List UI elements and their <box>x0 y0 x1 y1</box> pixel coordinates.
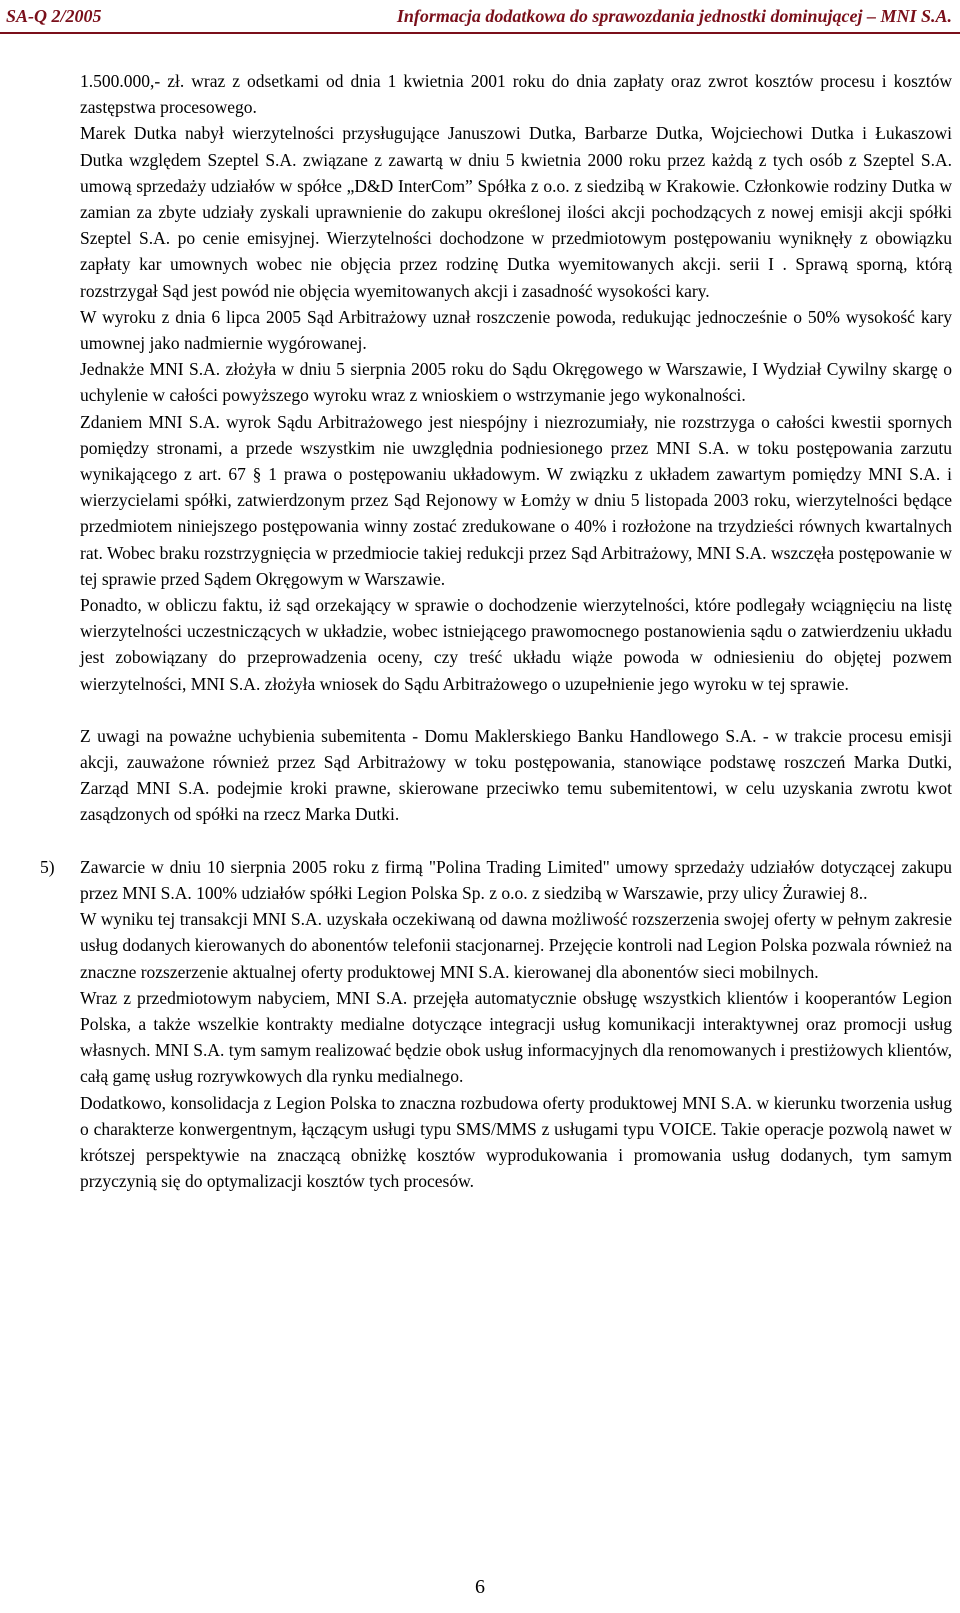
paragraph: 1.500.000,- zł. wraz z odsetkami od dnia 1 kwietnia 2001 roku do dnia zapłaty oraz zwrot kosztów procesu i kosztów zastępstwa procesowego. <box>80 71 952 118</box>
list-number: 5) <box>40 856 55 877</box>
paragraph: W wyroku z dnia 6 lipca 2005 Sąd Arbitrażowy uznał roszczenie powoda, redukując jednocześnie o 50% wysokość kary umownej jako nadmiernie wygórowanej. <box>80 306 952 354</box>
paragraph: Dodatkowo, konsolidacja z Legion Polska to znaczna rozbudowa oferty produktowej MNI S.A. w kierunku tworzenia usług o charakterze konwergentnym, łączącym usługi typu SMS/MMS z usługami typu VOICE. Takie operacje pozwolą nawet w krótszej perspektywie na znaczącą obniżkę kosztów wyprodukowania i promowania usług dodanych, tym samym przyczynią się do optymalizacji kosztów tych procesów. <box>80 1092 952 1192</box>
spacer <box>80 828 952 854</box>
paragraph: Marek Dutka nabył wierzytelności przysługujące Januszowi Dutka, Barbarze Dutka, Wojciechowi Dutka i Łukaszowi Dutka względem Szeptel S.A. związane z zawartą w dniu 5 kwietnia 2000 roku przez każdą z tych osób z Szeptel S.A. umową sprzedaży udziałów w spółce „D&D InterCom” Spółka z o.o. z siedzibą w Krakowie. Członkowie rodziny Dutka w zamian za zbyte udziały zyskali uprawnienie do zakupu określonej ilości akcji pochodzących z nowej emisji akcji spółki Szeptel S.A. po cenie emisyjnej. Wierzytelności dochodzone w przedmiotowym postępowaniu wyniknęły z obowiązku zapłaty kar umownych wobec nie objęcia przez rodzinę Dutka wyemitowanych akcji. serii I . Sprawą sporną, którą rozstrzygał Sąd jest powód nie objęcia wyemitowanych akcji i zasadność wysokości kary. <box>80 123 952 301</box>
report-title: Informacja dodatkowa do sprawozdania jednostki dominującej – MNI S.A. <box>396 6 952 26</box>
paragraph: Z uwagi na poważne uchybienia subemitenta - Domu Maklerskiego Banku Handlowego S.A. - w trakcie procesu emisji akcji, zauważone również przez Sąd Arbitrażowy w toku postępowania, stanowiące podstawę roszczeń Marka Dutki, Zarząd MNI S.A. podejmie kroki prawne, skierowane przeciwko temu subemitentowi, w celu uzyskania zwrotu kwot zasądzonych od spółki na rzecz Marka Dutki. <box>80 725 952 825</box>
document-body <box>40 68 952 1194</box>
paragraph: W wyniku tej transakcji MNI S.A. uzyskała oczekiwaną od dawna możliwość rozszerzenia swojej oferty w pełnym zakresie usług dodanych kierowanych do abonentów telefonii stacjonarnej. Przejęcie kontroli nad Legion Polska pozwala również na znaczne rozszerzenie aktualnej oferty produktowej MNI S.A. kierowanej dla abonentów sieci mobilnych. <box>80 909 952 982</box>
page-number: 6 <box>475 1576 485 1598</box>
header-divider <box>0 32 960 34</box>
spacer <box>80 697 952 723</box>
paragraph: Zdaniem MNI S.A. wyrok Sądu Arbitrażowego jest niespójny i niezrozumiały, nie rozstrzyga o całości kwestii spornych pomiędzy stronami, a przede wszystkim nie uwzględnia podniesionego przez MNI S.A. w toku postępowania zarzutu wynikającego z art. 67 § 1 prawa o postępowaniu układowym. W związku z układem zawartym pomiędzy MNI S.A. i wierzycielami spółki, zatwierdzonym przez Sąd Rejonowy w Łomży w dniu 5 listopada 2003 roku, wierzytelności będące przedmiotem niniejszego postępowania winny zostać zredukowane o 40% i rozłożone na trzydzieści równych kwartalnych rat. Wobec braku rozstrzygnięcia w przedmiocie takiej redukcji przez Sąd Arbitrażowy, MNI S.A. wszczęła postępowanie w tej sprawie przed Sądem Okręgowym w Warszawie. <box>80 411 952 589</box>
list-item-5 <box>40 854 952 1195</box>
paragraph: Zawarcie w dniu 10 sierpnia 2005 roku z firmą "Polina Trading Limited" umowy sprzedaży udziałów dotyczącej zakupu przez MNI S.A. 100% udziałów spółki Legion Polska Sp. z o.o. z siedzibą w Warszawie, przy ulicy Żurawiej 8.. <box>80 856 952 903</box>
page-header <box>0 0 960 34</box>
paragraph: Wraz z przedmiotowym nabyciem, MNI S.A. przejęła automatycznie obsługę wszystkich klientów i kooperantów Legion Polska, a także wszelkie kontrakty medialne dotyczące integracji usług komunikacji interaktywnej oraz promocji usług własnych. MNI S.A. tym samym realizować będzie obok usług informacyjnych dla renomowanych i prestiżowych klientów, całą gamę usług rozrywkowych dla rynku medialnego. <box>80 987 952 1087</box>
paragraph: Jednakże MNI S.A. złożyła w dniu 5 sierpnia 2005 roku do Sądu Okręgowego w Warszawie, I Wydział Cywilny skargę o uchylenie w całości powyższego wyroku wraz z wnioskiem o wstrzymanie jego wykonalności. <box>80 359 952 406</box>
report-id: SA-Q 2/2005 <box>6 6 102 26</box>
paragraph: Ponadto, w obliczu faktu, iż sąd orzekający w sprawie o dochodzenie wierzytelności, które podlegały wciągnięciu na listę wierzytelności uczestniczących w układzie, wobec istniejącego prawomocnego postanowienia sądu o zatwierdzeniu układu jest zobowiązany do przeprowadzenia oceny, czy treść układu wiąże powoda w odniesieniu do objętej pozwem wierzytelności, MNI S.A. złożyła wniosek do Sądu Arbitrażowego o uzupełnienie jego wyroku w tej sprawie. <box>80 595 952 694</box>
